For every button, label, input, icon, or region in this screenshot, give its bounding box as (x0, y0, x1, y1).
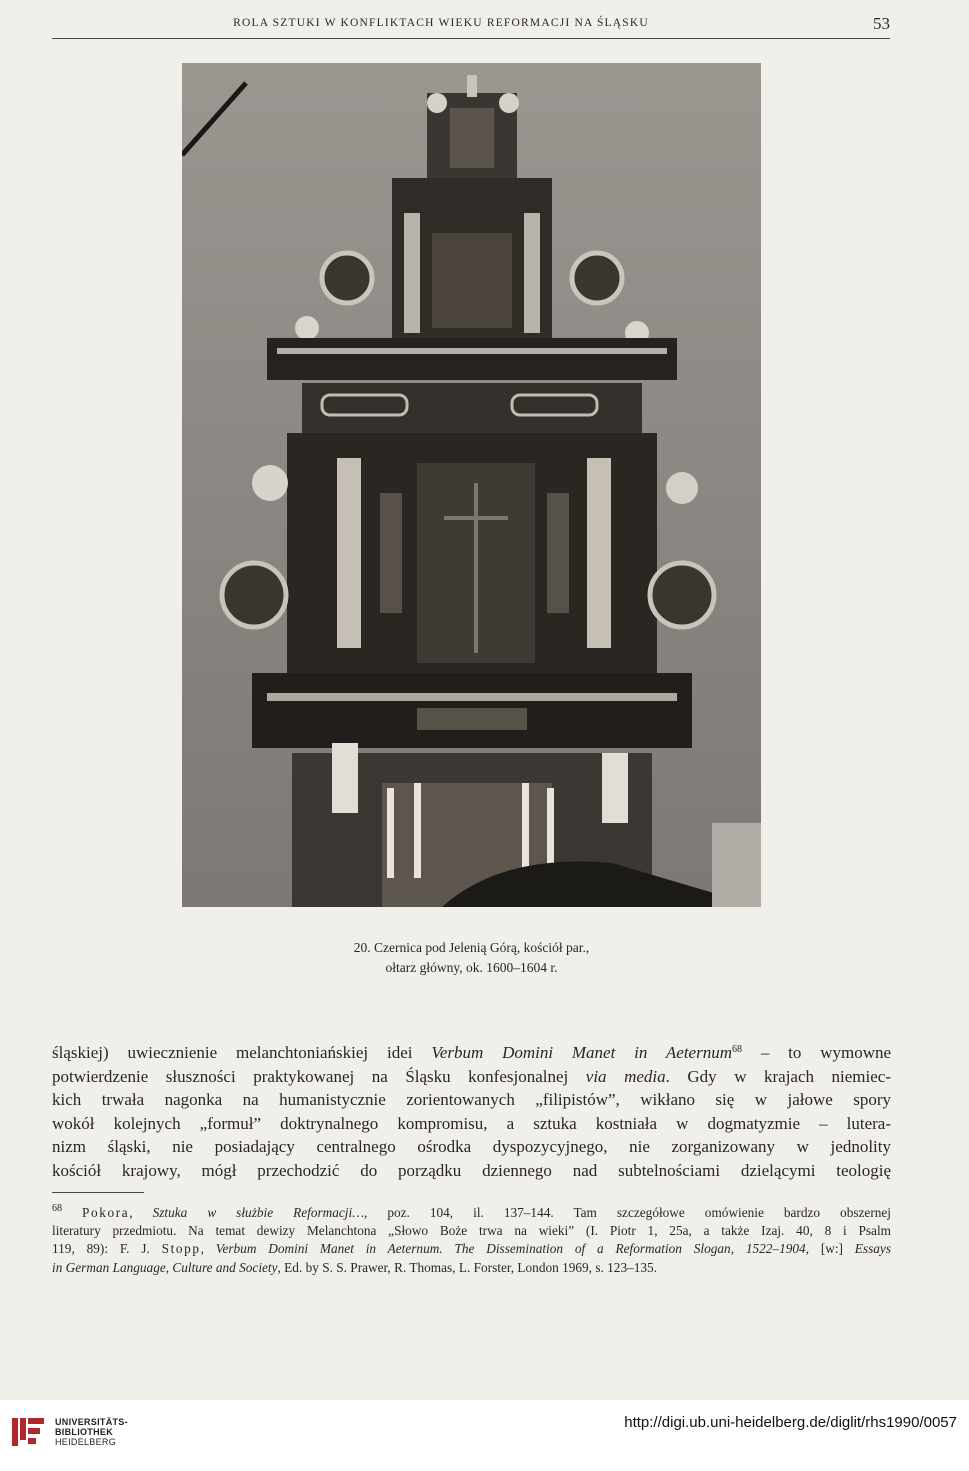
italic-term: via media (585, 1066, 666, 1086)
footnote-line-1 (52, 1204, 891, 1222)
library-name-line1: UNIVERSITÄTS- (55, 1417, 128, 1427)
footnote-ref: 68 (732, 1044, 742, 1055)
footnote-title: Essays (854, 1241, 891, 1257)
body-text-run: . Gdy w krajach niemiec- (665, 1066, 891, 1086)
footnote-text-run: , poz. 104, il. 137–144. Tam szczegółowe omówienie bardzo obszernej (364, 1205, 891, 1220)
footnote-line-4 (52, 1259, 891, 1277)
library-name-line2: BIBLIOTHEK (55, 1427, 113, 1437)
footnote-author: Stopp (161, 1241, 201, 1257)
header-rule (52, 38, 890, 39)
figure-caption-line1: 20. Czernica pod Jelenią Górą, kościół par., (353, 940, 590, 955)
footnote-title: Verbum Domini Manet in Aeternum. The Dissemination of a Reformation Slogan, 1522–1904 (215, 1241, 806, 1257)
body-paragraph (52, 1041, 891, 1183)
figure-caption-line2: ołtarz główny, ok. 1600–1604 r. (385, 960, 558, 975)
footnote-text-run: , (129, 1205, 153, 1220)
running-title: ROLA SZTUKI W KONFLIKTACH WIEKU REFORMACJI NA ŚLĄSKU (233, 17, 649, 29)
altar-photograph (182, 63, 761, 907)
body-line-2 (52, 1065, 891, 1089)
footnote-text-run: , (200, 1241, 216, 1257)
library-footer (0, 1400, 969, 1471)
library-name (55, 1417, 128, 1447)
body-text-run: – to wymowne (742, 1043, 892, 1062)
body-line-5: nizm śląski, nie posiadający centralnego ośrodka dyspozycyjnego, nie zorganizowany w jednolity (52, 1137, 891, 1157)
body-line-3: kich trwała nagonka na humanistycznie zorientowanych „filipistów”, wikłano się w jałowe spory (52, 1090, 891, 1110)
footnote-line-3 (52, 1240, 891, 1258)
page-number: 53 (873, 14, 890, 33)
altar-illustration (182, 63, 761, 907)
footnote-rule (52, 1192, 144, 1193)
body-line-6: kościół krajowy, mógł przechodzić do porządku dziennego nad subtelnościami dzielącymi teologię (52, 1160, 891, 1180)
library-logo-icon (10, 1414, 46, 1450)
body-line-4: wokół kolejnych „formuł” doktrynalnego kompromisu, a sztuka kostniała w dogmatyzmie – lutera- (52, 1113, 891, 1133)
body-text-run: potwierdzenie słuszności praktykowanej na Śląsku konfesjonalnej (52, 1066, 586, 1086)
footnote (52, 1204, 891, 1277)
italic-title: Verbum Domini Manet in Aeternum (431, 1043, 732, 1062)
footnote-number: 68 (52, 1203, 62, 1214)
page-header (52, 14, 890, 40)
footnote-title: Sztuka w służbie Reformacji… (152, 1205, 365, 1220)
footnote-title: in German Language, Culture and Society (52, 1259, 278, 1275)
body-text-run: śląskiej) uwiecznienie melanchtoniańskiej idei (52, 1043, 432, 1062)
footnote-text-run: 119, 89): F. J. (52, 1241, 162, 1257)
footnote-text-run: , [w:] (805, 1241, 855, 1257)
body-line-1 (52, 1041, 891, 1065)
footnote-line-2: literatury przedmiotu. Na temat dewizy Melanchtona „Słowo Boże trwa na wieki” (I. Piotr 1, 25a, a także Izaj. 40, 8 i Psalm (52, 1223, 891, 1239)
library-name-line3: HEIDELBERG (55, 1437, 117, 1447)
digital-library-url[interactable]: http://digi.ub.uni-heidelberg.de/diglit/rhs1990/0057 (624, 1414, 957, 1431)
footnote-text-run: , Ed. by S. S. Prawer, R. Thomas, L. Forster, London 1969, s. 123–135. (277, 1259, 658, 1275)
footnote-author: Pokora (82, 1205, 130, 1220)
